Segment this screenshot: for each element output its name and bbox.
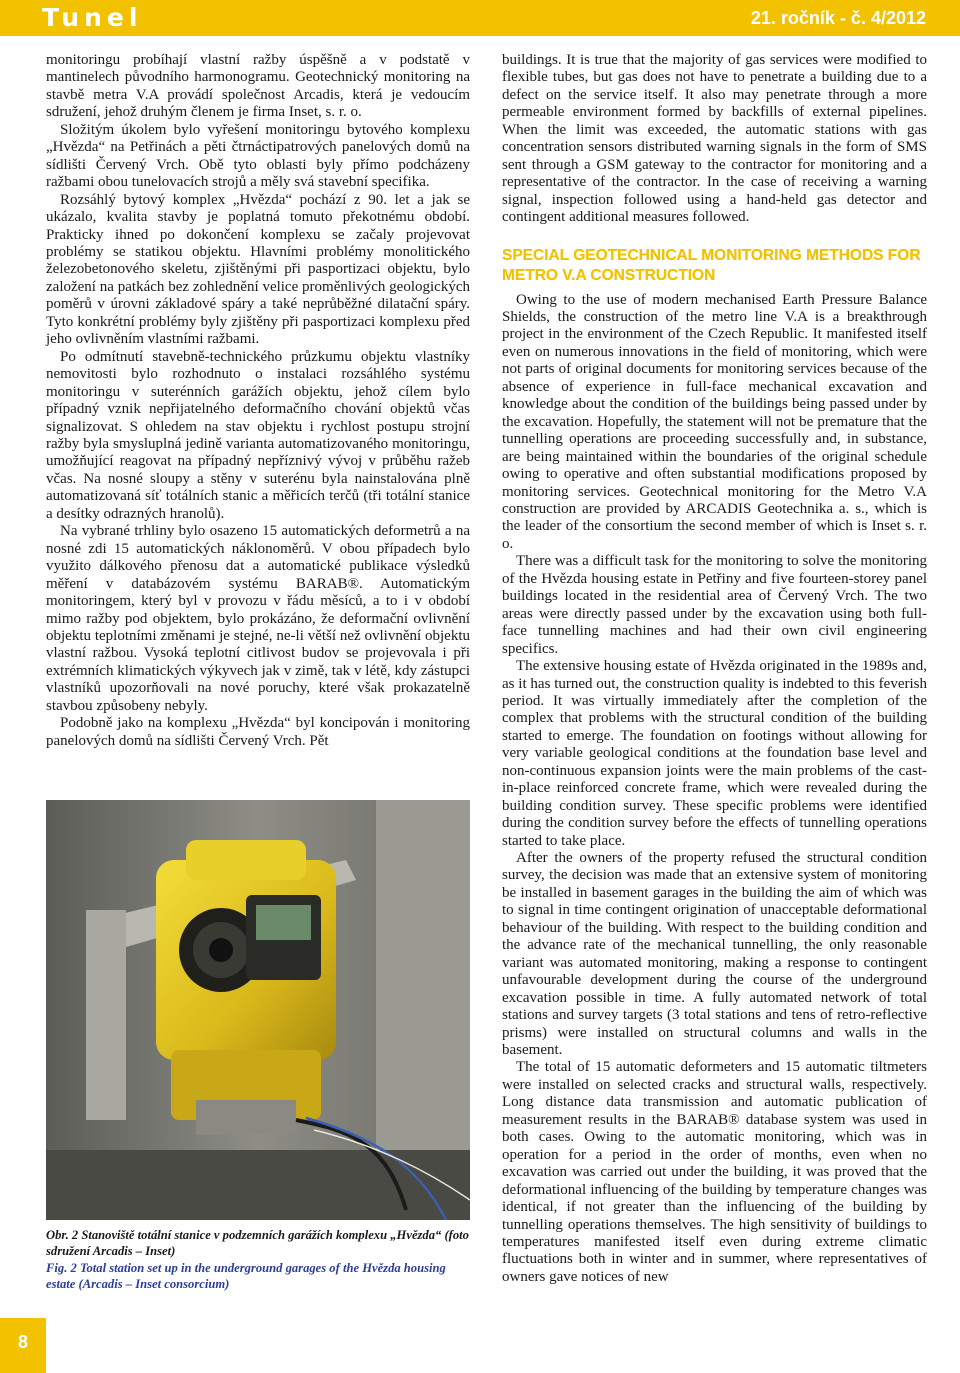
left-paragraph-3: Rozsáhlý bytový komplex „Hvězda“ pochází z 90. let a jak se ukázalo, kvalita stavby je poplatná tomuto překotnému období. Prakticky ihned po dokončení komplexu se začaly projevovat problémy se statikou objektu. Hlavními problémy monolitického železobetonového skeletu, zjištěnými při pasportizaci objektu, bylo založení na patkách bez zohlednění velice proměnlivých geologických poměrů v úrovni základové spáry a také neprůběžné dilatační spáry. Tyto konkrétní problémy byly zjištěny při pasportizaci komplexu před jeho ovlivněním vlastními ražbami. [46,191,470,348]
right-paragraph-1: Owing to the use of modern mechanised Earth Pressure Balance Shields, the construction of the metro line V.A is a breakthrough project in the environment of the Czech Republic. It manifested itself even on numerous innovations in the field of monitoring, which were not parts of original documents for monitoring services because of the absence of experience in full-face mechanical excavation and knowledge about the condition of the buildings being passed under by the excavation. Hopefully, the statement will not be premature that the tunnelling operations are proceeding successfully and, in substance, are being maintained within the boundaries of the original schedule owing to operative and often substantial modifications proposed by monitoring services. Geotechnical monitoring for the Metro V.A construction are provided by ARCADIS Geotechnika a. s., which is the leader of the consortium the second member of which is Inset s. r. o. [502,291,927,552]
page-number-tab [0,1318,46,1373]
magazine-logo: Tunel [42,3,143,32]
total-station-photo [46,800,470,1220]
page-number: 8 [17,1332,28,1352]
right-paragraph-5: The total of 15 automatic deformeters and 15 automatic tiltmeters were installed on selected cracks and structural walls, respectively. Long distance data transmission and automatic publication of measurement results in the BARAB® database system was used in both cases. Owing to the automatic monitoring, which was in operation for a period in the order of months, even when no excavation was carried out under the building, it was proved that the deformational influencing of the building by temperature changes was identical, if not greater than the influencing of the building by tunnelling operations themselves. The high sensitivity of buildings to temperatures manifested itself even during extreme climatic fluctuations both in winter and in summer, where representatives of owners gave notices of new [502,1059,927,1285]
left-paragraph-2: Složitým úkolem bylo vyřešení monitoringu bytového komplexu „Hvězda“ na Petřinách a pěti čtrnáctipatrových panelových domů na sídlišti Červený Vrch. Obě tyto oblasti byly přímo podcházeny ražbami obou tunelovacích strojů a měly svá stavební specifika. [46,121,470,191]
left-paragraph-5: Na vybrané trhliny bylo osazeno 15 automatických deformetrů a na nosné zdi 15 automatických náklonoměrů. V obou případech bylo využito dálkového přenosu dat a automatické publikace výsledků měření v databázovém systému BARAB®. Automatickým monitoringem, který byl v provozu v řádu měsíců, a to i v období mimo ražby pod objektem, bylo prokázáno, že deformační ovlivnění objektu teplotními změnami je stejné, ne-li větší než ovlivnění objektu vlastní ražbou. Vysoká teplotní citlivost budov se projevovala i při extrémních klimatických výkyvech jak v zimě, tak v létě, kdy zástupci vlastníků upozorňovali na nové poruchy, které však prokazatelně stavbou způsobeny nebyly. [46,523,470,714]
figure-caption [46,1227,470,1293]
right-paragraph-4: After the owners of the property refused the structural condition survey, the decision was made that an extensive system of monitoring be installed in basement garages in the building the aim of which was to signal in time contingent origination of unacceptable deformational behaviour of the building. With respect to the building condition and the advance rate of the mechanical tunnelling, the only reasonable variant was automated monitoring, making a response to contingent unfavourable development during the course of the underground excavation possible in time. A fully automated network of total stations and survey targets (3 total stations and tens of retro-reflective prisms) were installed on structural columns and walls in the basement. [502,850,927,1059]
section-heading: SPECIAL GEOTECHNICAL MONITORING METHODS FOR METRO V.A CONSTRUCTION [502,246,921,284]
figure-caption-en: Fig. 2 Total station set up in the underground garages of the Hvězda housing estate (Arcadis – Inset consorcium) [46,1260,446,1292]
right-paragraph-2: There was a difficult task for the monitoring to solve the monitoring of the Hvězda housing estate in Petřiny and five fourteen-storey panel buildings located in the residential area of Červený Vrch. The two areas were directly passed under by the excavation using both full-face tunnelling machines and had their own civil engineering specifics. [502,553,927,657]
left-paragraph-1: monitoringu probíhají vlastní ražby úspěšně a v podstatě v mantinelech původního harmonogramu. Geotechnický monitoring na stavbě metra V.A provádí společnost Arcadis, která je vedoucím sdružení, jehož druhým členem je firma Inset, s. r. o. [46,52,470,121]
right-paragraph-3: The extensive housing estate of Hvězda originated in the 1989s and, as it has turned out, the construction quality is indebted to this feverish period. It was virtually immediately after the completion of the complex that problems with the structural condition of the building started to emerge. The foundation on footings without allowing for very variable geological conditions at the foundation base level and non-continuous expansion joints were the main problems of the cast-in-place reinforced concrete frame, which were revealed during the building condition survey. These specific problems were identified during the condition survey before the effects of tunnelling operations started to take place. [502,658,927,849]
left-paragraph-6: Podobně jako na komplexu „Hvězda“ byl koncipován i monitoring panelových domů na sídlišti Červený Vrch. Pět [46,715,470,749]
figure-caption-cz: Obr. 2 Stanoviště totální stanice v podzemních garážích komplexu „Hvězda“ (foto sdružení Arcadis – Inset) [46,1228,469,1259]
left-paragraph-4: Po odmítnutí stavebně-technického průzkumu objektu vlastníky nemovitosti bylo rozhodnuto o instalaci rozsáhlého systému monitoringu v suterénních garážích objektu, jehož cílem bylo případný vznik nepřijatelného deformačního chování objektů včas signalizovat. S ohledem na stav objektu i rychlost postupu strojní ražby byla smysluplná jedině varianta automatizovaného monitoringu, umožňující reagovat na případný nepříznivý vývoj v průběhu ražeb včas. Na nosné sloupy a stěny v suterénu byla nainstalována plně automatizovaná síť totálních stanic a měřicích terčů (tři totální stanice a desítky odrazných hranolů). [46,348,470,522]
header-bar [0,0,960,36]
issue-label: 21. ročník - č. 4/2012 [750,8,926,28]
right-intro-paragraph: buildings. It is true that the majority of gas services were modified to flexible tubes, but gas does not have to penetrate a building due to a defect on the service itself. It also may penetrate through a more permeable environment formed by backfills of external pipelines. When the limit was exceeded, the automatic stations with gas concentration sensors distributed warning signals in the form of SMS sent through a GSM gateway to the contractor for monitoring and a representative of the contractor. In the case of receiving a warning signal, inspection followed using a hand-held gas detector and contingent additional measures followed. [502,52,927,226]
total-station-illustration [46,800,470,1220]
left-column [46,52,470,750]
right-column [502,52,927,1286]
